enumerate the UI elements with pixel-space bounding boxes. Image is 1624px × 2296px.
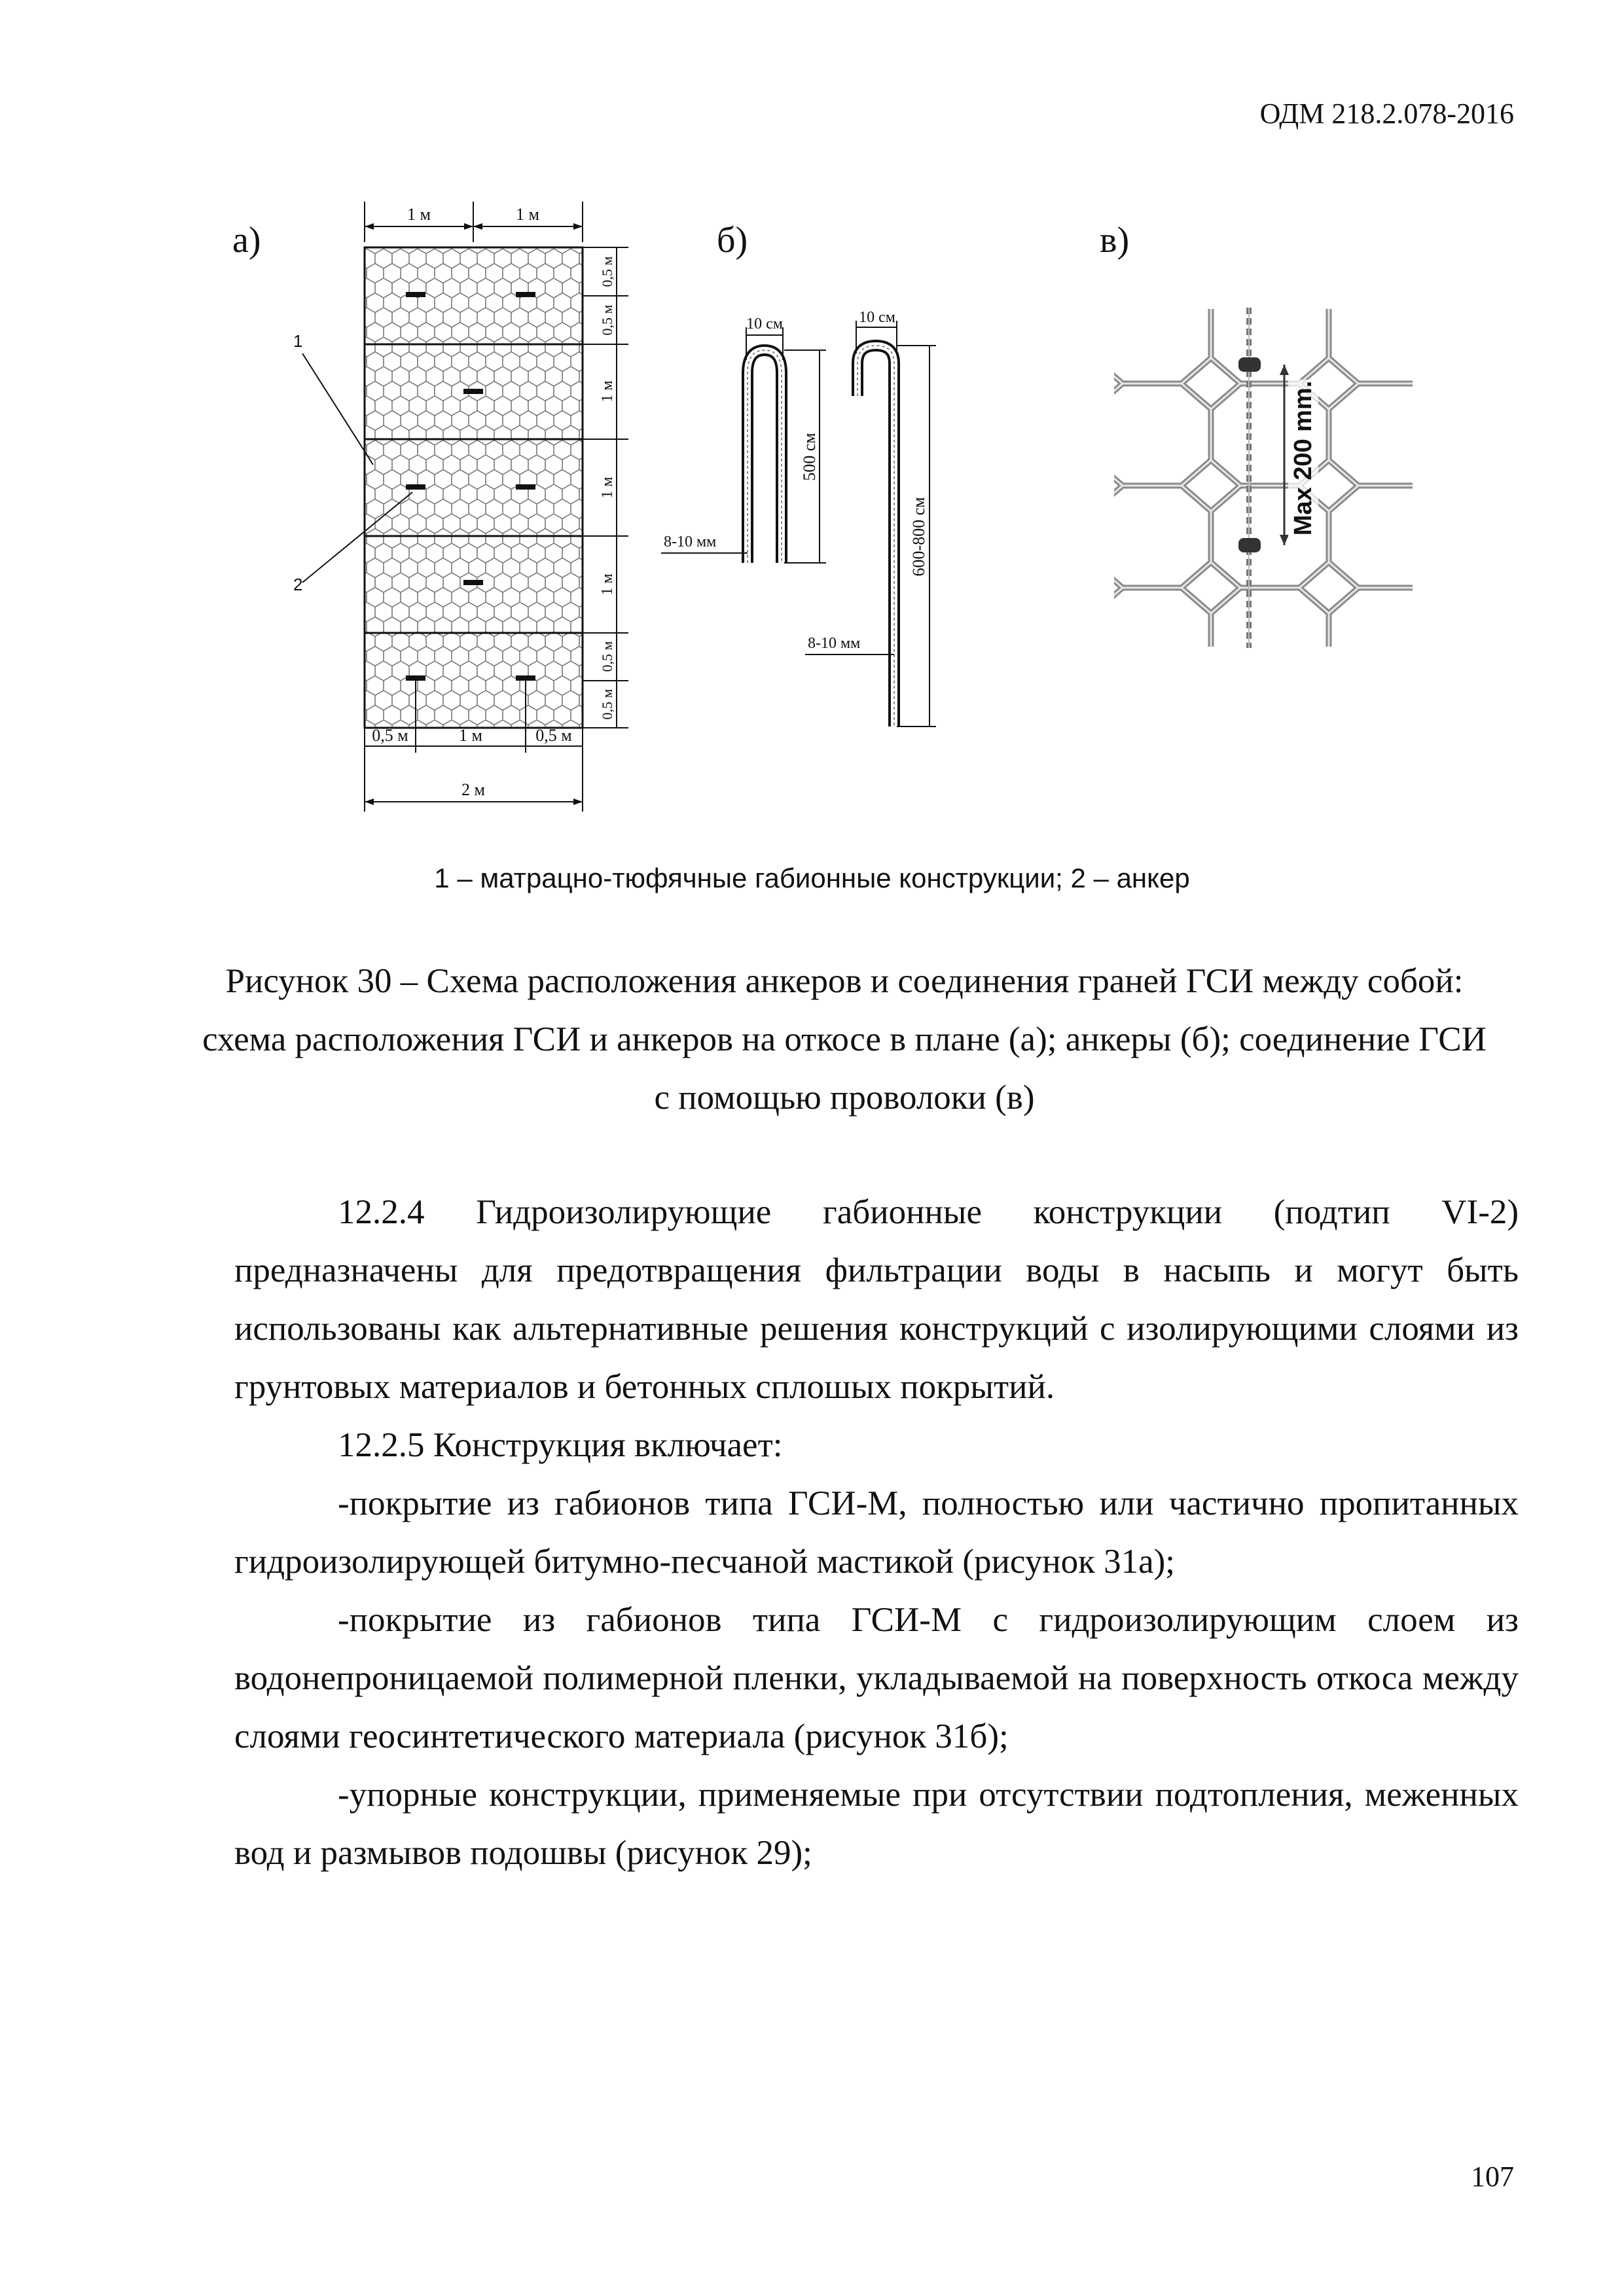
anchor1-length-dim: 500 см <box>800 433 819 481</box>
anchor2-diameter-dim: 8-10 мм <box>808 635 861 652</box>
panel-label-c: в) <box>1100 220 1130 260</box>
panel-label-b: б) <box>717 220 748 260</box>
figure-caption: Рисунок 30 – Схема расположения анкеров и соединения граней ГСИ между собой: схема расположения ГСИ и анкеров на откосе в плане (а); анкеры (б); соединение ГСИ с помощью проволоки (в) <box>202 962 1487 1117</box>
right-dim-1: 0,5 м <box>599 256 615 287</box>
panel-label-a: а) <box>232 220 261 260</box>
bottom-dim-3: 0,5 м <box>535 726 572 745</box>
anchor-mark <box>463 389 483 394</box>
body-text <box>234 1183 1519 1882</box>
list-item: -покрытие из габионов типа ГСИ-М, полностью или частично пропитанных гидроизолирующей битумно-песчаной мастикой (рисунок 31а); <box>234 1484 1519 1581</box>
list-item: -покрытие из габионов типа ГСИ-М с гидроизолирующим слоем из водонепроницаемой полимерной пленки, укладываемой на поверхность откоса между слоями геосинтетического материала (рисунок 31б); <box>234 1601 1519 1755</box>
list-item: -упорные конструкции, применяемые при отсутствии подтопления, меженных вод и размывов подошвы (рисунок 29); <box>234 1776 1519 1872</box>
callout-1: 1 <box>293 331 303 351</box>
total-width-dim: 2 м <box>461 780 485 799</box>
top-dim-2: 1 м <box>516 205 539 224</box>
anchor-mark <box>516 675 535 681</box>
wire-tie <box>1238 357 1261 372</box>
top-dim-1: 1 м <box>407 205 431 224</box>
wire-tie <box>1238 538 1261 552</box>
right-dim-5: 1 м <box>599 573 616 596</box>
right-dim-6: 0,5 м <box>599 641 615 672</box>
gabion-plan-diagram <box>281 190 674 818</box>
anchor-mark <box>406 484 425 490</box>
anchor-mark <box>516 484 535 490</box>
right-dim-4: 1 м <box>599 476 616 499</box>
right-dim-2: 0,5 м <box>599 304 615 336</box>
bottom-dim-1: 0,5 м <box>372 726 408 745</box>
bottom-dim-2: 1 м <box>459 726 482 745</box>
anchor-mark <box>516 292 535 297</box>
anchor2-length-dim: 600-800 см <box>909 497 928 577</box>
anchor-mark <box>406 675 425 681</box>
right-dim-7: 0,5 м <box>599 689 615 720</box>
max-spacing-dim: Max 200 mm. <box>1290 380 1317 536</box>
document-code: ОДМ 218.2.078-2016 <box>1259 98 1514 130</box>
wire-connection-diagram <box>1113 308 1414 661</box>
anchor2-top-dim: 10 см <box>859 309 895 326</box>
anchor-mark <box>406 292 425 297</box>
figure-legend: 1 – матрацно-тюфячные габионные конструкции; 2 – анкер <box>434 863 1190 893</box>
paragraph: 12.2.4 Гидроизолирующие габионные конструкции (подтип VI-2) предназначены для предотвращения фильтрации воды в насыпь и могут быть использованы как альтернативные решения конструкций с изолирующими слоями из грунтовых материалов и бетонных сплошых покрытий. <box>234 1193 1519 1406</box>
page-number: 107 <box>1471 2161 1514 2193</box>
callout-2: 2 <box>293 575 303 594</box>
anchors-diagram <box>648 288 956 746</box>
right-dim-3: 1 м <box>599 380 616 403</box>
paragraph: 12.2.5 Конструкция включает: <box>338 1426 783 1464</box>
anchor1-diameter-dim: 8-10 мм <box>664 533 717 550</box>
anchor1-top-dim: 10 см <box>746 315 783 332</box>
anchor-mark <box>463 580 483 585</box>
